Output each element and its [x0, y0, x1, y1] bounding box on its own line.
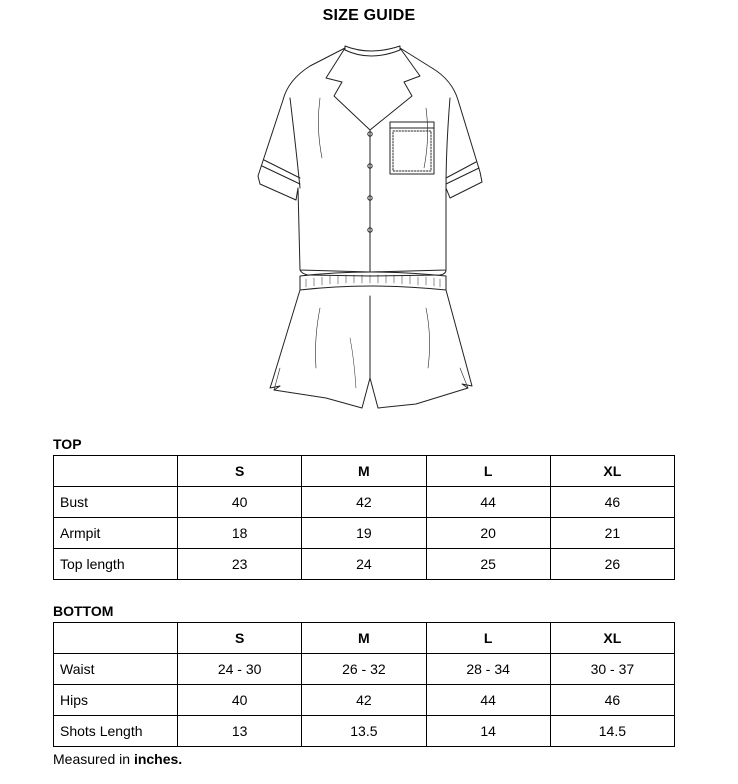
- table-cell: 21: [550, 518, 674, 549]
- header-cell: [54, 623, 178, 654]
- row-label: Hips: [54, 685, 178, 716]
- header-cell-m: M: [302, 456, 426, 487]
- table-cell: 18: [178, 518, 302, 549]
- header-cell-s: S: [178, 456, 302, 487]
- page-title: SIZE GUIDE: [322, 7, 416, 24]
- top-size-table: [53, 455, 675, 580]
- measurement-unit: inches.: [133, 751, 183, 767]
- table-cell: 40: [178, 685, 302, 716]
- table-cell: 42: [302, 685, 426, 716]
- table-cell: 24 - 30: [178, 654, 302, 685]
- row-label: Top length: [54, 549, 178, 580]
- table-cell: 24: [302, 549, 426, 580]
- table-cell: 14.5: [550, 716, 674, 747]
- header-cell-l: L: [426, 456, 550, 487]
- row-label: Armpit: [54, 518, 178, 549]
- top-section-label: TOP: [53, 436, 82, 452]
- table-cell: 30 - 37: [550, 654, 674, 685]
- table-cell: 13.5: [302, 716, 426, 747]
- header-cell-xl: XL: [550, 623, 674, 654]
- table-row: [54, 654, 675, 685]
- table-cell: 46: [550, 487, 674, 518]
- table-cell: 14: [426, 716, 550, 747]
- table-cell: 28 - 34: [426, 654, 550, 685]
- header-cell-xl: XL: [550, 456, 674, 487]
- table-row: [54, 487, 675, 518]
- bottom-section-label: BOTTOM: [53, 603, 114, 619]
- table-cell: 19: [302, 518, 426, 549]
- table-cell: 44: [426, 685, 550, 716]
- row-label: Waist: [54, 654, 178, 685]
- table-cell: 25: [426, 549, 550, 580]
- table-cell: 13: [178, 716, 302, 747]
- table-cell: 26 - 32: [302, 654, 426, 685]
- table-row: [54, 549, 675, 580]
- table-cell: 23: [178, 549, 302, 580]
- table-cell: 42: [302, 487, 426, 518]
- row-label: Bust: [54, 487, 178, 518]
- table-row: [54, 518, 675, 549]
- measurement-note-prefix: Measured in: [53, 751, 134, 767]
- table-cell: 40: [178, 487, 302, 518]
- header-cell-s: S: [178, 623, 302, 654]
- measurement-note: [53, 751, 182, 767]
- header-cell: [54, 456, 178, 487]
- row-label: Shots Length: [54, 716, 178, 747]
- table-row: [54, 716, 675, 747]
- table-cell: 26: [550, 549, 674, 580]
- table-cell: 46: [550, 685, 674, 716]
- table-header-row: [54, 456, 675, 487]
- table-header-row: [54, 623, 675, 654]
- bottom-size-table: [53, 622, 675, 747]
- table-cell: 44: [426, 487, 550, 518]
- table-cell: 20: [426, 518, 550, 549]
- header-cell-m: M: [302, 623, 426, 654]
- pajama-set-drawing-icon: [250, 38, 490, 418]
- table-row: [54, 685, 675, 716]
- header-cell-l: L: [426, 623, 550, 654]
